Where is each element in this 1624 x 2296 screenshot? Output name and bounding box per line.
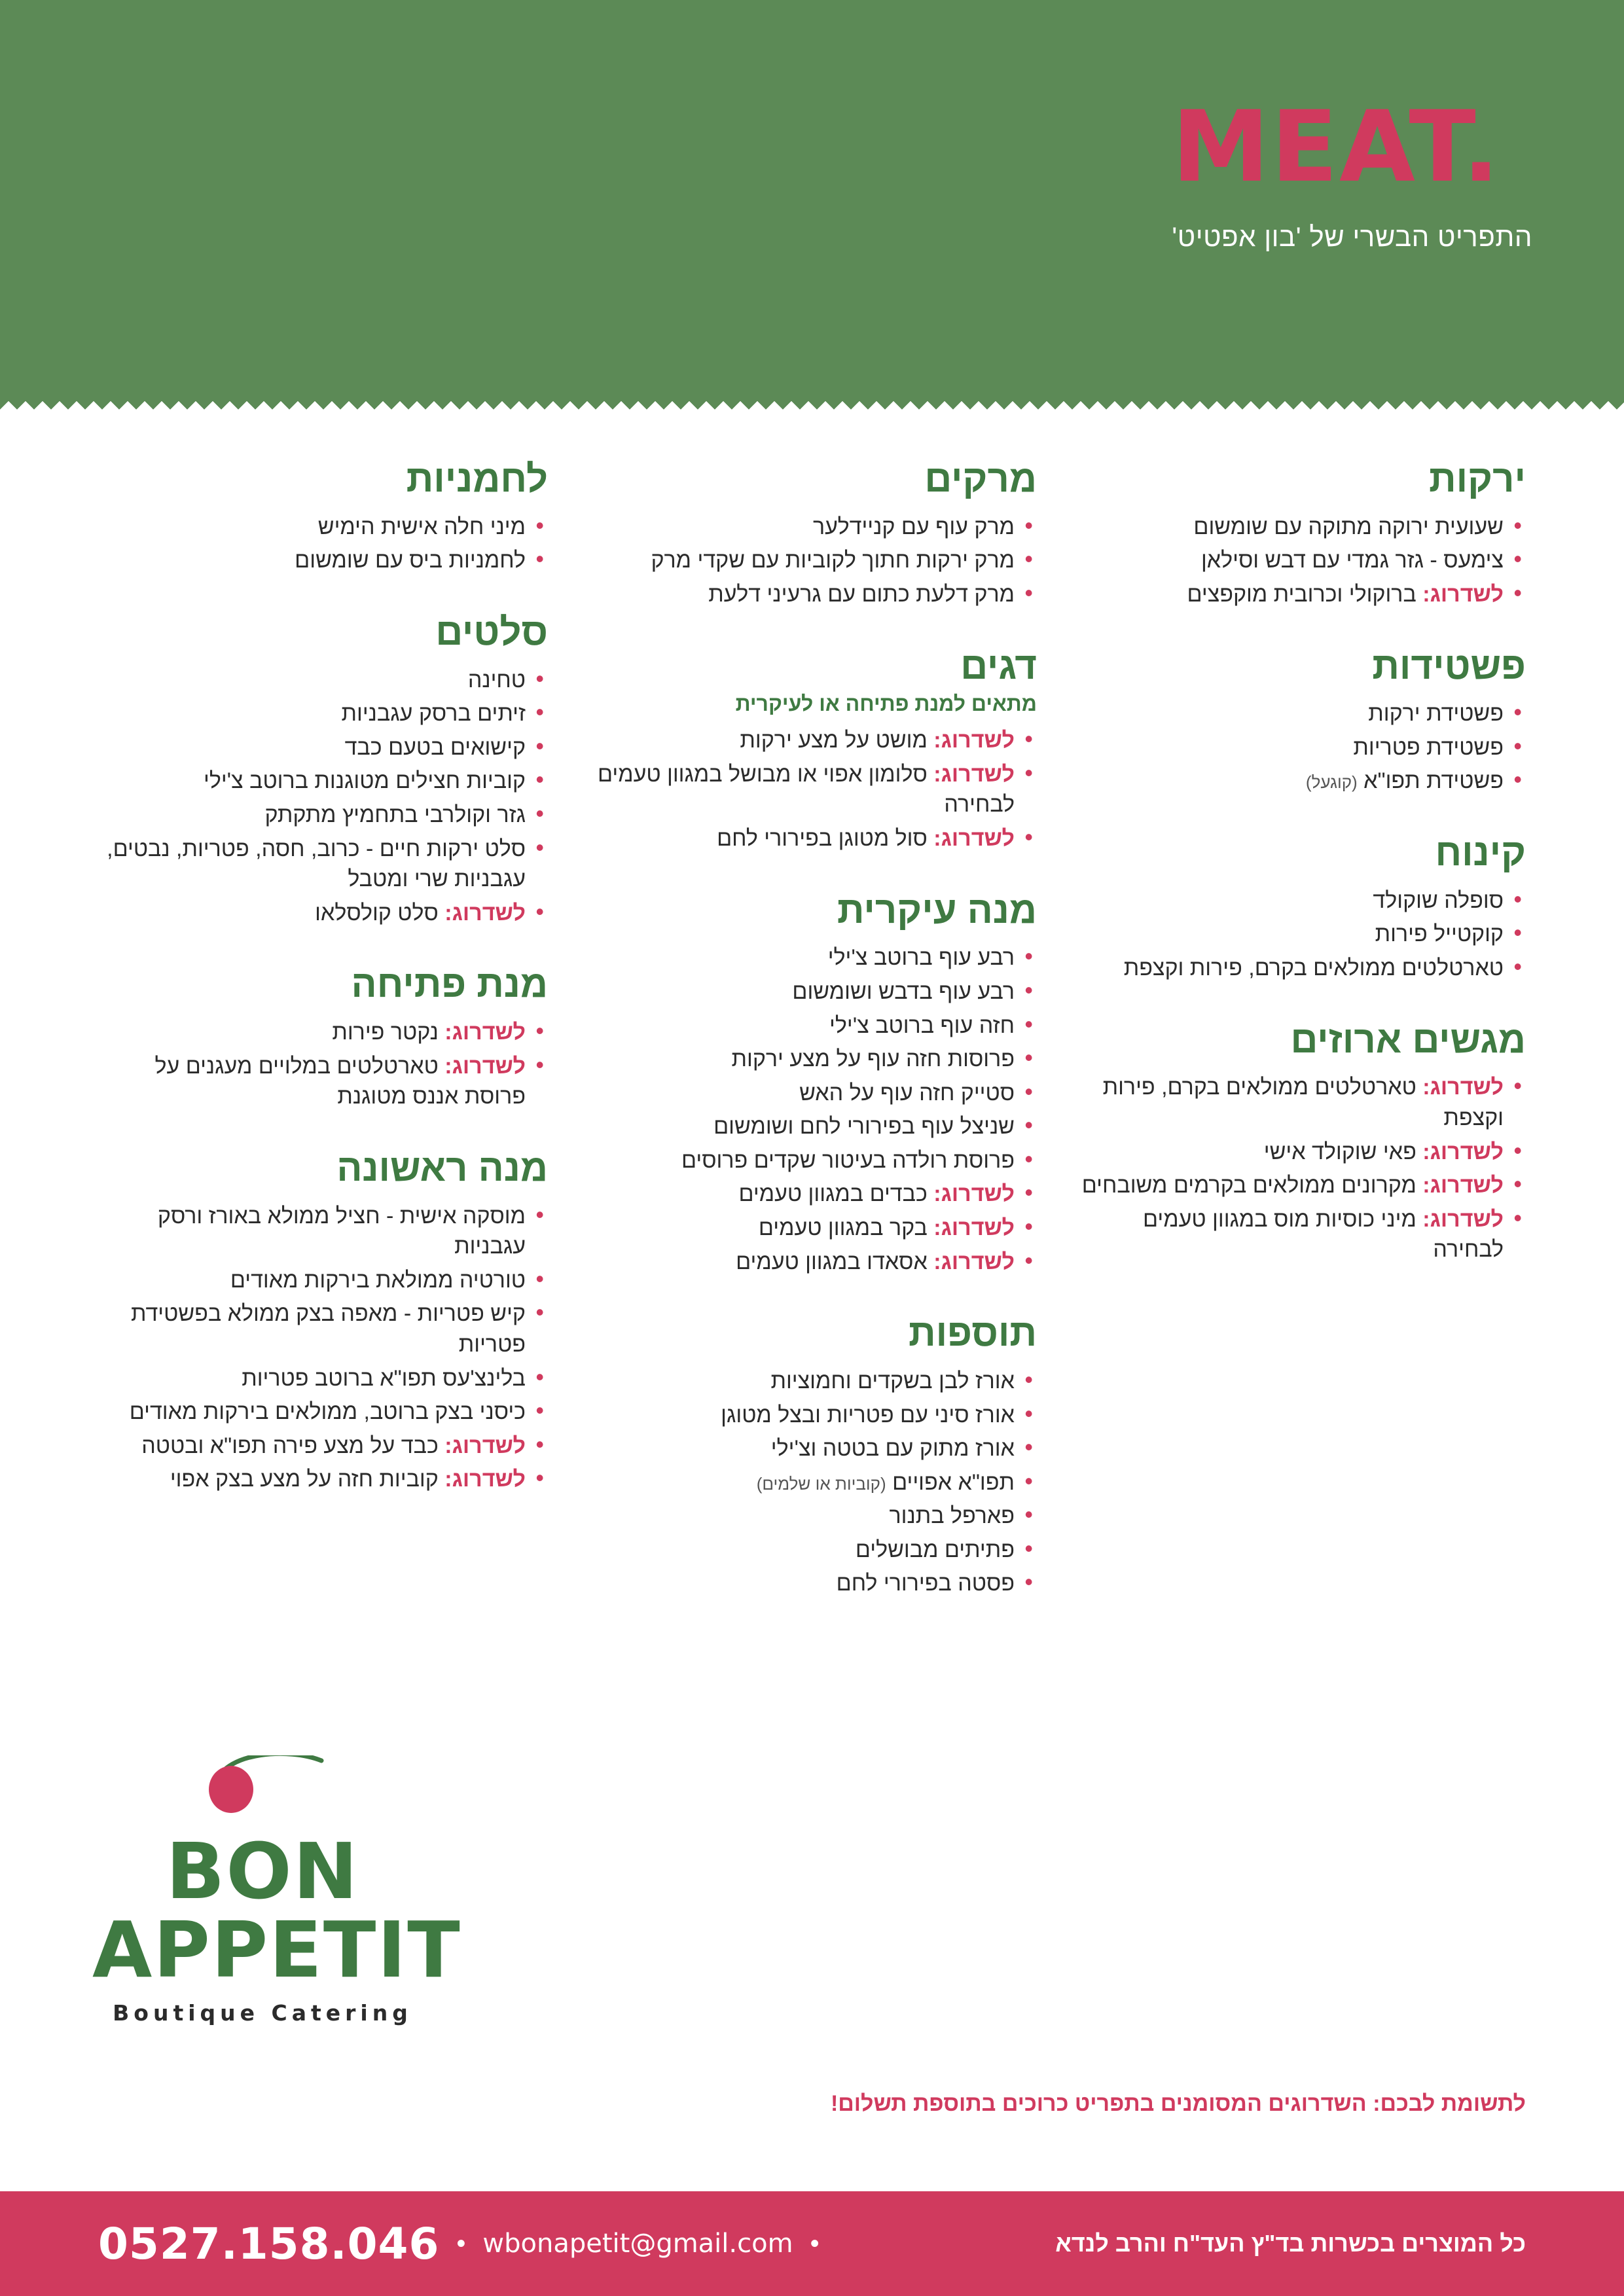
menu-item-list — [1076, 886, 1526, 984]
upgrade-tag: לשדרוג: — [933, 728, 1015, 753]
menu-item — [587, 1011, 1037, 1041]
menu-item — [1076, 512, 1526, 543]
menu-item — [98, 1299, 548, 1359]
menu-item — [587, 545, 1037, 576]
menu-item — [587, 1400, 1037, 1431]
upgrade-tag: לשדרוג: — [1422, 1139, 1504, 1164]
menu-section — [98, 963, 548, 1112]
menu-item — [98, 1397, 548, 1427]
menu-columns — [0, 458, 1624, 1634]
menu-item-list — [98, 512, 548, 576]
menu-item — [98, 834, 548, 895]
menu-item — [587, 1044, 1037, 1075]
upgrade-tag: לשדרוג: — [933, 1215, 1015, 1241]
menu-section — [587, 645, 1037, 854]
section-title: לחמניות — [406, 457, 548, 500]
menu-item-label: מקרונים ממולאים בקרמים משובחים — [1081, 1173, 1416, 1198]
logo-line-1: BON — [166, 1826, 359, 1916]
section-title: מנה ראשונה — [336, 1146, 548, 1189]
menu-item-label: מיני חלה אישית הימיש — [317, 514, 526, 539]
menu-column-right — [98, 458, 548, 1634]
menu-item — [1076, 1204, 1526, 1265]
menu-item — [587, 1501, 1037, 1532]
footer-bar — [0, 2191, 1624, 2296]
upgrade-tag: לשדרוג: — [444, 1433, 526, 1458]
menu-section — [98, 458, 548, 576]
menu-section — [587, 458, 1037, 610]
menu-item-label: בלינצ'עס תפו"א ברוטב פטריות — [242, 1365, 526, 1391]
menu-item — [98, 512, 548, 543]
upgrade-tag: לשדרוג: — [444, 1020, 526, 1045]
menu-item — [98, 1017, 548, 1048]
menu-column-middle — [587, 458, 1037, 1634]
upgrade-tag: לשדרוג: — [1422, 1075, 1504, 1100]
email-address[interactable]: wbonapetit@gmail.com — [482, 2229, 793, 2259]
bowl-icon — [92, 1806, 433, 1833]
menu-item-list — [1076, 512, 1526, 610]
menu-item-label: אורז סיני עם פטריות ובצל מטוגן — [721, 1402, 1015, 1427]
menu-item — [98, 766, 548, 797]
menu-item-label: אורז מתוק עם בטטה וצ'ילי — [770, 1436, 1015, 1462]
upgrade-tag: לשדרוג: — [1422, 1206, 1504, 1232]
menu-item-note: (קוביות או שלמים) — [756, 1473, 886, 1494]
menu-item-list — [98, 1017, 548, 1112]
menu-item — [98, 1363, 548, 1394]
menu-item — [587, 1111, 1037, 1142]
menu-item — [587, 512, 1037, 543]
menu-item — [1076, 766, 1526, 797]
menu-item-label: רבע עוף ברוטב צ'ילי — [827, 945, 1015, 971]
menu-item — [1076, 545, 1526, 576]
menu-item — [98, 732, 548, 763]
menu-item-label: טורטיה ממולאת בירקות מאודים — [230, 1267, 526, 1293]
section-title: פשטידות — [1372, 644, 1526, 687]
menu-item — [587, 1568, 1037, 1599]
menu-item-label: טארטלטים במלויים מעגנים על פרוסת אננס מטוגנת — [154, 1053, 526, 1109]
menu-item-label: בקר במגוון טעמים — [758, 1215, 928, 1241]
menu-item-label: סלט קולסלאו — [315, 900, 439, 925]
menu-section — [1076, 1019, 1526, 1265]
menu-item-label: מרק ירקות חתוך לקוביות עם שקדי מרק — [651, 548, 1015, 573]
menu-item-label: צימעס - גזר גמדי עם דבש וסילאן — [1200, 548, 1504, 573]
menu-item-label: כבד על מצע פירה תפו"א ובטטה — [141, 1433, 439, 1458]
menu-item — [1076, 698, 1526, 729]
menu-item — [98, 698, 548, 729]
upgrade-tag: לשדרוג: — [1422, 581, 1504, 607]
menu-item-list — [587, 725, 1037, 853]
menu-item — [587, 1145, 1037, 1176]
menu-item — [587, 1535, 1037, 1566]
upgrade-tag: לשדרוג: — [444, 1053, 526, 1079]
menu-item-label: ברוקולי וכרובית מוקפצים — [1187, 581, 1416, 607]
menu-item — [1076, 953, 1526, 984]
upgrade-tag: לשדרוג: — [933, 1249, 1015, 1274]
menu-item-label: קוביות חצילים מטוגנות ברוטב צ'ילי — [203, 768, 526, 794]
menu-column-left — [1076, 458, 1526, 1634]
section-title: קינוח — [1435, 831, 1526, 874]
section-title: תוספות — [908, 1312, 1037, 1355]
menu-item — [1076, 579, 1526, 610]
menu-item-label: סלט ירקות חיים - כרוב, חסה, פטריות, נבטים, עגבניות שרי ומטבל — [107, 836, 526, 892]
menu-item — [587, 579, 1037, 610]
menu-item-list — [98, 1201, 548, 1495]
menu-item — [587, 942, 1037, 973]
section-title: דגים — [960, 644, 1037, 687]
upgrade-tag: לשדרוג: — [933, 761, 1015, 787]
menu-item-label: סופלה שוקולד — [1373, 888, 1504, 913]
menu-item-label: כבדים במגוון טעמים — [738, 1181, 928, 1207]
menu-item-label: תפו"א אפויים — [892, 1469, 1015, 1495]
logo-line-2: APPETIT — [92, 1905, 461, 1995]
menu-item — [98, 800, 548, 831]
kosher-note: כל המוצרים בכשרות בד"ץ העד"ח והרב לנדא — [1055, 2230, 1526, 2257]
menu-section — [1076, 458, 1526, 610]
upgrade-tag: לשדרוג: — [933, 1181, 1015, 1207]
menu-item-list — [587, 1366, 1037, 1599]
menu-item-label: סול מטוגן בפירורי לחם — [717, 826, 928, 852]
menu-item-label: סטייק חזה עוף על האש — [799, 1080, 1015, 1105]
menu-section — [1076, 832, 1526, 984]
menu-item-label: כיסני בצק ברוטב, ממולאים בירקות מאודים — [129, 1399, 526, 1425]
footer-disclaimer: לתשומת לבכם: השדרוגים המסומנים בתפריט כרוכים בתוספת תשלום! — [830, 2091, 1526, 2116]
menu-item — [587, 1213, 1037, 1244]
brand-subtitle: התפריט הבשרי של 'בון אפטיט' — [1172, 221, 1532, 252]
menu-item — [587, 823, 1037, 854]
menu-item-label: טארטלטים ממולאים בקרם, פירות וקצפת — [1102, 1075, 1504, 1130]
menu-item-label: קוקטייל פירות — [1375, 922, 1504, 947]
menu-item-label: קוביות חזה על מצע בצק אפוי — [170, 1467, 439, 1492]
separator-dot-2: • — [810, 2229, 820, 2258]
menu-item-label: שעועית ירוקה מתוקה עם שומשום — [1193, 514, 1504, 539]
menu-item — [587, 759, 1037, 820]
menu-item-label: פרוסות חזה עוף על מצע ירקות — [731, 1047, 1015, 1072]
brand-title: MEAT. — [1172, 90, 1501, 204]
menu-item-label: מרק עוף עם קניידלער — [813, 514, 1015, 539]
menu-item-label: טחינה — [467, 667, 526, 692]
page-header — [0, 0, 1624, 393]
menu-section — [587, 889, 1037, 1278]
menu-item-label: מושט על מצע ירקות — [740, 728, 928, 753]
upgrade-tag: לשדרוג: — [933, 826, 1015, 852]
menu-item — [1076, 732, 1526, 763]
section-title: סלטים — [435, 610, 548, 653]
menu-item-label: אסאדו במגוון טעמים — [736, 1249, 928, 1274]
menu-item-list — [98, 665, 548, 929]
section-note: מתאים למנת פתיחה או לעיקרית — [735, 692, 1037, 716]
menu-item-label: מרק דלעת כתום עם גרעיני דלעת — [708, 581, 1015, 607]
menu-item — [98, 1265, 548, 1296]
menu-item-label: קישואים בטעם כבד — [344, 734, 526, 760]
menu-item — [98, 1464, 548, 1495]
menu-item-label: זיתים ברסק עגבניות — [341, 701, 526, 726]
zigzag-divider — [0, 393, 1624, 410]
header-text-block — [1172, 90, 1532, 253]
menu-item — [587, 1247, 1037, 1278]
menu-item — [587, 1366, 1037, 1397]
menu-item-label: שניצל עוף בפירורי לחם ושומשום — [713, 1114, 1015, 1139]
section-title: מנה עיקרית — [837, 888, 1037, 931]
upgrade-tag: לשדרוג: — [444, 900, 526, 925]
section-title: מנת פתיחה — [351, 963, 548, 1006]
menu-section — [587, 1312, 1037, 1599]
menu-item-label: פתיתים מבושלים — [855, 1537, 1015, 1562]
menu-item — [587, 1078, 1037, 1109]
menu-item — [587, 977, 1037, 1007]
separator-dot-1: • — [456, 2229, 466, 2258]
menu-item — [98, 898, 548, 929]
menu-section — [1076, 645, 1526, 797]
upgrade-tag: לשדרוג: — [1422, 1173, 1504, 1198]
company-logo — [92, 1806, 461, 2026]
logo-tagline: Boutique Catering — [113, 2000, 412, 2026]
menu-item — [98, 1431, 548, 1462]
menu-section — [98, 1147, 548, 1495]
phone-number[interactable]: 0527.158.046 — [98, 2218, 440, 2269]
menu-item-label: אורז לבן בשקדים וחמוציות — [770, 1369, 1015, 1394]
menu-item — [587, 725, 1037, 756]
menu-item-label: מוסקה אישית - חציל ממולא באורז ורסק עגבניות — [157, 1203, 526, 1259]
menu-item-label: חזה עוף ברוטב צ'ילי — [829, 1013, 1015, 1038]
section-title: מגשים ארוזים — [1290, 1018, 1526, 1061]
menu-item-label: פשטידת פטריות — [1353, 734, 1504, 760]
menu-item — [98, 1201, 548, 1262]
section-title: מרקים — [924, 457, 1037, 500]
menu-item-list — [587, 942, 1037, 1277]
menu-item-label: גזר וקולרבי בתחמיץ מתקתק — [264, 802, 526, 828]
upgrade-tag: לשדרוג: — [444, 1467, 526, 1492]
menu-item-list — [1076, 698, 1526, 797]
menu-item-label: לחמניות ביס עם שומשום — [295, 548, 526, 573]
menu-item — [587, 1179, 1037, 1210]
menu-item-label: סלומון אפוי או מבושל במגוון טעמים לבחירה — [598, 761, 1015, 817]
menu-item — [1076, 1170, 1526, 1201]
menu-item-label: פשטידת ירקות — [1368, 701, 1504, 726]
menu-item-label: פשטידת תפו"א — [1363, 768, 1504, 794]
menu-item-label: נקטר פירות — [332, 1020, 439, 1045]
section-title: ירקות — [1429, 457, 1526, 500]
menu-item — [587, 1467, 1037, 1498]
menu-item — [1076, 886, 1526, 916]
menu-item-label: פרוסת רולדה בעיטור שקדים פרוסים — [681, 1147, 1015, 1173]
menu-item — [1076, 1137, 1526, 1168]
menu-item-label: פסטה בפירורי לחם — [836, 1571, 1015, 1596]
menu-item — [98, 1051, 548, 1112]
menu-item-label: מיני כוסיות מוס במגוון טעמים לבחירה — [1143, 1206, 1504, 1263]
menu-item-note: (קוגעל) — [1305, 772, 1358, 793]
menu-section — [98, 611, 548, 928]
menu-item-label: טארטלטים ממולאים בקרם, פירות וקצפת — [1123, 956, 1504, 981]
menu-item — [587, 1433, 1037, 1464]
menu-item-label: רבע עוף בדבש ושומשום — [792, 979, 1015, 1005]
menu-item-label: פארפל בתנור — [889, 1503, 1015, 1529]
menu-item-list — [587, 512, 1037, 610]
menu-item — [1076, 919, 1526, 950]
menu-item — [1076, 1072, 1526, 1133]
menu-item-label: קיש פטריות - מאפה בצק ממולא בפשטידת פטריות — [130, 1301, 526, 1357]
contact-block — [98, 2219, 820, 2269]
menu-item — [98, 665, 548, 696]
menu-item-label: פאי שוקולד אישי — [1263, 1139, 1416, 1164]
menu-item — [98, 545, 548, 576]
menu-item-list — [1076, 1072, 1526, 1265]
